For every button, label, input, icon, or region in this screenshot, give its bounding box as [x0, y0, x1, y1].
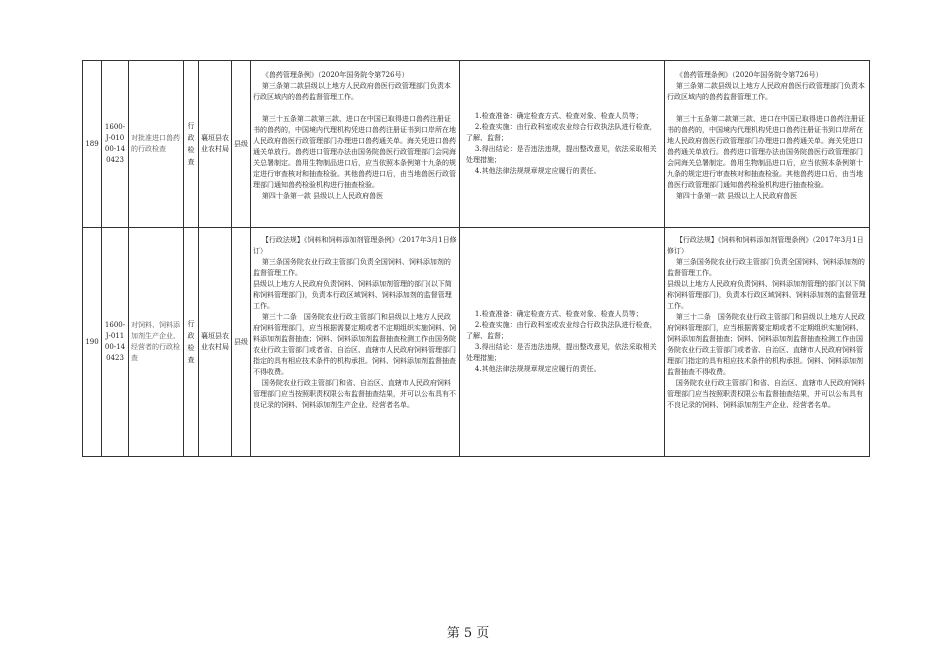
- implementing-department: 襄垣县农业农村局: [199, 61, 232, 228]
- implementing-department: 襄垣县农业农村局: [199, 228, 232, 457]
- item-type-cell: [184, 61, 199, 228]
- legal-basis-copy-cell: [665, 228, 870, 457]
- legal-basis-copy-text: 《兽药管理条例》（2020年国务院令第726号） 第三条第二款县级以上地方人民政府兽医行政管理部门负责本行政区域内的兽药监督管理工作。 第三十五条第二款第三款、进口在中国已取得进口兽药注册证书的兽药的，中国境内代理机构凭进口兽药注册证书到口岸所在地人民政府兽医行政管理部门办理进口兽药通关单。海关凭进口兽药通关单放行。兽药进口管理办法由国务院兽医行政管理部门会同海关总署制定。兽用生物制品进口后，应当依照本条例第十九条的规定进行审查核对和抽查检验。其他兽药进口后，由当地兽医行政管理部门通知兽药检验机构进行抽查检验。 第四十条第一款 县级以上人民政府兽医: [667, 71, 865, 200]
- procedure-cell: [460, 228, 665, 457]
- item-name: 对饲料、饲料添加剂生产企业、经营者的行政检查: [129, 228, 184, 457]
- administrative-level: 县级: [232, 228, 251, 457]
- legal-basis-cell: [251, 61, 460, 228]
- legal-basis-text: 【行政法规】《饲料和饲料添加剂管理条例》（2017年3月1日修订） 第三条国务院农业行政主管部门负责全国饲料、饲料添加剂的监督管理工作。 县级以上地方人民政府负责饲料、饲料添加剂管理的部门(以下简称饲料管理部门)，负责本行政区域饲料、饲料添加剂的监督管理工作。 第三十二条 国务院农业行政主管部门和县级以上地方人民政府饲料管理部门，应当根据需要定期或者不定期组织实施饲料、饲料添加剂监督抽查；饲料、饲料添加剂监督抽查检测工作由国务院农业行政主管部门或者省、自治区、直辖市人民政府饲料管理部门指定的具有相应技术条件的机构承担。饲料、饲料添加剂监督抽查不得收费。 国务院农业行政主管部门和省、自治区、直辖市人民政府饲料管理部门应当按照职责权限公布监督抽查结果，并可以公布具有不良记录的饲料、饲料添加剂生产企业、经营者名单。: [253, 236, 457, 409]
- item-type: 行政检查: [187, 122, 195, 166]
- procedure-text: 1.检查准备：确定检查方式、检查对象、检查人员等； 2.检查实施：由行政科室或农业综合行政执法队进行检查，了解、监督； 3.得出结论：是否违法违规，提出整改意见，依法采取相关处理措施； 4.其他法律法规规章规定应履行的责任。: [466, 310, 657, 373]
- inspection-items-table: [82, 60, 870, 457]
- row-number: 190: [83, 228, 102, 457]
- item-type-cell: [184, 228, 199, 457]
- item-code: 1600-J-01000-140423: [102, 61, 129, 228]
- legal-basis-text: 《兽药管理条例》（2020年国务院令第726号） 第三条第二款县级以上地方人民政府兽医行政管理部门负责本行政区域内的兽药监督管理工作。 第三十五条第二款第三款、进口在中国已取得进口兽药注册证书的兽药的，中国境内代理机构凭进口兽药注册证书到口岸所在地人民政府兽医行政管理部门办理进口兽药通关单。海关凭进口兽药通关单放行。兽药进口管理办法由国务院兽医行政管理部门会同海关总署制定。兽用生物制品进口后，应当依照本条例第十九条的规定进行审查核对和抽查检验。其他兽药进口后，由当地兽医行政管理部门通知兽药检验机构进行抽查检验。 第四十条第一款 县级以上人民政府兽医: [253, 71, 456, 200]
- administrative-level: 县级: [232, 61, 251, 228]
- item-name: 对批准进口兽药的行政检查: [129, 61, 184, 228]
- legal-basis-copy-text: 【行政法规】《饲料和饲料添加剂管理条例》（2017年3月1日修订） 第三条国务院农业行政主管部门负责全国饲料、饲料添加剂的监督管理工作。 县级以上地方人民政府负责饲料、饲料添加剂管理的部门(以下简称饲料管理部门)，负责本行政区域饲料、饲料添加剂的监督管理工作。 第三十二条 国务院农业行政主管部门和县级以上地方人民政府饲料管理部门，应当根据需要定期或者不定期组织实施饲料、饲料添加剂监督抽查；饲料、饲料添加剂监督抽查检测工作由国务院农业行政主管部门或者省、自治区、直辖市人民政府饲料管理部门指定的具有相应技术条件的机构承担。饲料、饲料添加剂监督抽查不得收费。 国务院农业行政主管部门和省、自治区、直辖市人民政府饲料管理部门应当按照职责权限公布监督抽查结果，并可以公布具有不良记录的饲料、饲料添加剂生产企业、经营者名单。: [667, 236, 866, 409]
- row-number: 189: [83, 61, 102, 228]
- legal-basis-copy-cell: [665, 61, 870, 228]
- table-row: [83, 61, 870, 228]
- page-number: 第 5 页: [446, 626, 490, 641]
- item-code: 1600-J-01100-140423: [102, 228, 129, 457]
- procedure-text: 1.检查准备：确定检查方式、检查对象、检查人员等； 2.检查实施：由行政科室或农业综合行政执法队进行检查，了解、监督； 3.得出结论：是否违法违规，提出整改意见，依法采取相关处理措施； 4.其他法律法规规章规定应履行的责任。: [466, 112, 657, 175]
- legal-basis-cell: [251, 228, 460, 457]
- procedure-cell: [460, 61, 665, 228]
- item-type: 行政检查: [187, 320, 195, 364]
- table-row: [83, 228, 870, 457]
